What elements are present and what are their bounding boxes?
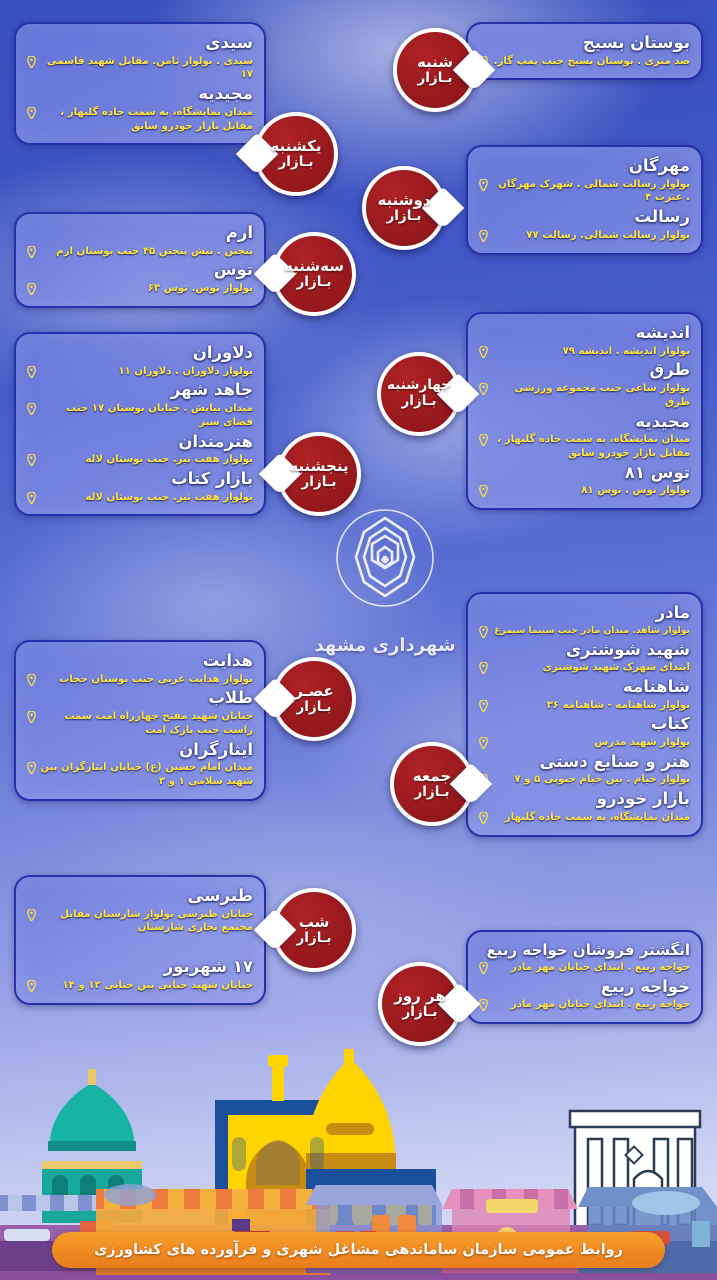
location-pin-icon [27, 454, 36, 466]
market-address [27, 453, 253, 467]
address-text: بولوار شاهنامه - شاهنامه ۳۶ [546, 699, 690, 711]
location-pin-icon [27, 711, 36, 723]
location-pin-icon [27, 56, 36, 68]
market-name: توس [213, 260, 253, 280]
market-address [479, 382, 690, 410]
market-address [479, 699, 690, 713]
market-card-saturday [466, 22, 703, 80]
market-name: خواجه ربیع [600, 976, 690, 996]
bazaar-label: بـازار [301, 473, 337, 490]
location-pin-icon [27, 283, 36, 295]
market-name: هدایت [202, 651, 253, 670]
market-address [479, 345, 690, 359]
mashhad-municipality-logo [310, 500, 460, 656]
market-name: ایثارگران [179, 739, 253, 759]
address-text: سیدی . بولوار ثامن. مقابل شهید قاسمی ۱۷ [46, 55, 253, 81]
location-pin-icon [27, 366, 36, 378]
market-address [479, 55, 690, 69]
day-badge-night[interactable] [272, 888, 356, 972]
address-text: بولوار ساعی جنب مجموعه ورزشی طرق [514, 383, 690, 408]
location-pin-icon [479, 230, 488, 242]
market-name: بازار کتاب [171, 468, 253, 488]
address-text: بولوار هدایت غربی جنب بوستان حجاب [59, 673, 253, 685]
day-label: شب [298, 912, 330, 931]
bazaar-label: بـازار [296, 698, 332, 715]
location-pin-icon [479, 383, 488, 395]
day-label: شنبه [416, 52, 454, 71]
market-address [479, 484, 690, 498]
market-name: رسالت [634, 207, 690, 227]
day-label: چهارشنبه [387, 377, 451, 394]
market-card-thursday [14, 332, 266, 516]
market-name: مجیدیه [198, 84, 253, 104]
address-text: بولوار دلاوران . دلاوران ۱۱ [118, 365, 253, 377]
location-pin-icon [27, 107, 36, 119]
market-address [479, 736, 690, 750]
market-address [27, 908, 253, 936]
market-address [479, 998, 690, 1012]
market-name: توس ۸۱ [624, 462, 690, 482]
location-pin-icon [479, 962, 488, 974]
bazaar-label: بـازار [296, 929, 332, 946]
market-address [27, 282, 253, 296]
market-card-friday [466, 592, 703, 837]
location-pin-icon [479, 179, 488, 191]
market-address [27, 55, 253, 83]
market-address [479, 433, 690, 461]
address-text: بولوار اندیشه . اندیشه ۷۹ [562, 345, 690, 357]
bazaar-label: بـازار [414, 783, 450, 800]
day-label: جمعه [412, 766, 452, 785]
day-badge-evening[interactable] [272, 657, 356, 741]
market-name: طلاب [208, 688, 253, 708]
day-badge-thursday[interactable] [277, 432, 361, 516]
location-pin-icon [479, 626, 488, 638]
location-pin-icon [27, 909, 36, 921]
market-name: بازار خودرو [596, 789, 690, 809]
address-text: بولوار توس . توس ۸۱ [581, 485, 690, 497]
market-name: طرق [649, 360, 690, 380]
market-name: شاهنامه [622, 677, 690, 697]
location-pin-icon [27, 403, 36, 415]
location-pin-icon [479, 662, 488, 674]
location-pin-icon [479, 737, 488, 749]
location-pin-icon [27, 674, 36, 686]
market-card-sunday [14, 22, 266, 145]
location-pin-icon [479, 700, 488, 712]
market-card-tuesday [14, 212, 266, 308]
market-address [27, 245, 253, 259]
market-address [479, 178, 690, 206]
address-text: میدان نمایشگاه، به سمت جاده گلبهار ، مقابل بازار خودرو سابق [60, 106, 253, 132]
bazaar-label: بـازار [402, 1003, 438, 1020]
location-pin-icon [27, 492, 36, 504]
market-address [27, 491, 253, 505]
address-text: بولوار رسالت شمالی . شهرک مهرگان . عترت ۴ [498, 178, 690, 204]
market-address [27, 673, 253, 687]
address-text: خیابان شهید مفتح چهارراه امت سمت راست جنب پارک امت [64, 711, 253, 736]
location-pin-icon [27, 762, 36, 774]
bazaar-label: بـازار [386, 207, 422, 224]
address-text: بولوار هفت تیر. جنب بوستان لاله [85, 491, 253, 503]
market-card-monday [466, 145, 703, 255]
market-name: بوستان بسیج [582, 33, 690, 52]
market-name: طبرسی [187, 886, 253, 905]
bazaar-label: بـازار [401, 393, 437, 409]
market-name: مادر [655, 603, 690, 622]
location-pin-icon [479, 999, 488, 1011]
market-address [27, 365, 253, 379]
market-name: هنر و صنایع دستی [539, 751, 690, 771]
market-name: مهرگان [628, 156, 690, 175]
market-card-night [14, 875, 266, 1005]
day-badge-tuesday[interactable] [272, 232, 356, 316]
address-text: بولوار شهید مدرس [594, 737, 690, 749]
address-text: بولوار توس. توس ۶۳ [147, 283, 253, 295]
market-address [479, 773, 690, 787]
market-name: شهید شوشتری [565, 639, 690, 659]
location-pin-icon [479, 346, 488, 358]
market-card-daily [466, 930, 703, 1024]
market-name: ۱۷ شهریور [163, 957, 253, 977]
day-badge-wednesday[interactable] [377, 352, 461, 436]
market-address [479, 229, 690, 243]
market-address [27, 106, 253, 134]
address-text: بولوار هفت تیر. جنب بوستان لاله [85, 454, 253, 466]
market-address [479, 961, 690, 975]
day-badge-friday[interactable] [390, 742, 474, 826]
address-text: خیابان طبرسی بولوار شارستان مقابل مجتمع تجاری شارستان [60, 908, 253, 934]
market-name: جاهد شهر [170, 380, 253, 400]
market-name: اندیشه [635, 323, 690, 342]
market-name: ارم [225, 223, 253, 242]
address-text: بولوار رسالت شمالی. رسالت ۷۷ [526, 229, 690, 241]
municipality-emblem-icon [310, 500, 460, 630]
market-address [479, 661, 690, 675]
market-name: دلاوران [192, 343, 253, 362]
day-label: هر روز [394, 986, 446, 1005]
address-text: بولوار خیام . بین خیام جنوبی ۵ و ۷ [514, 774, 690, 786]
market-name: سیدی [205, 33, 253, 52]
market-address [27, 979, 253, 993]
address-text: خیابان شهید حنایی بین حنایی ۱۲ و ۱۴ [62, 979, 253, 991]
location-pin-icon [479, 434, 488, 446]
market-name: انگشتر فروشان خواجه ربیع [486, 941, 690, 959]
address-text: خواجه ربیع . ابتدای خیابان مهر مادر [510, 961, 690, 973]
market-card-wednesday [466, 312, 703, 510]
day-badge-daily[interactable] [378, 962, 462, 1046]
market-name: کتاب [650, 714, 690, 734]
address-text: میدان نیایش . خیابان بوستان ۱۷ جنب فضای سبز [65, 403, 253, 428]
day-label: سه‌شنبه [284, 256, 344, 275]
address-text: میدان نمایشگاه، به سمت جاده گلبهار ، مقابل بازار خودرو سابق [497, 434, 690, 459]
bazaar-label: بـازار [417, 69, 453, 86]
address-text: صد متری . بوستان بسیج جنب پمپ گاز. [493, 55, 690, 67]
location-pin-icon [27, 980, 36, 992]
address-text: ابتدای شهرک شهید شوشتری [542, 662, 690, 674]
address-text: میدان نمایشگاه، به سمت جاده گلبهار [504, 811, 690, 823]
location-pin-icon [27, 246, 36, 258]
day-label: دوشنبه [377, 190, 431, 209]
market-address [27, 710, 253, 738]
day-label: پنجشنبه [289, 456, 349, 475]
market-name: مجیدیه [635, 411, 690, 431]
day-label: یکشنبه [270, 136, 322, 155]
market-address [27, 761, 253, 789]
market-card-evening [14, 640, 266, 801]
logo-caption: شهرداری مشهد [314, 635, 456, 656]
market-address [27, 402, 253, 430]
market-address [479, 625, 690, 638]
bazaar-label: بـازار [296, 273, 332, 290]
address-text: پنجتن . نبش پنجتن ۴۵ جنب بوستان ارم [56, 245, 253, 257]
market-name: هنرمندان [178, 431, 253, 451]
location-pin-icon [479, 485, 488, 497]
day-badge-monday[interactable] [362, 166, 446, 250]
footer-banner [52, 1232, 665, 1268]
address-text: بولوار شاهد. میدان مادر جنب سینما سیمرغ [494, 624, 690, 636]
bazaar-label: بـازار [278, 153, 314, 170]
address-text: خواجه ربیع . ابتدای خیابان مهر مادر [510, 999, 690, 1011]
day-label: عصـر [294, 681, 334, 700]
market-address [479, 811, 690, 825]
footer-text: روابط عمومی سازمان ساماندهی مشاغل شهری و فرآورده های کشاورزی [93, 1242, 624, 1258]
location-pin-icon [479, 812, 488, 824]
day-badge-sunday[interactable] [254, 112, 338, 196]
address-text: میدان امام حسین (ع) خیابان ایثارگران بین شهید سلامی ۱ و ۳ [40, 762, 253, 787]
day-badge-saturday[interactable] [393, 28, 477, 112]
